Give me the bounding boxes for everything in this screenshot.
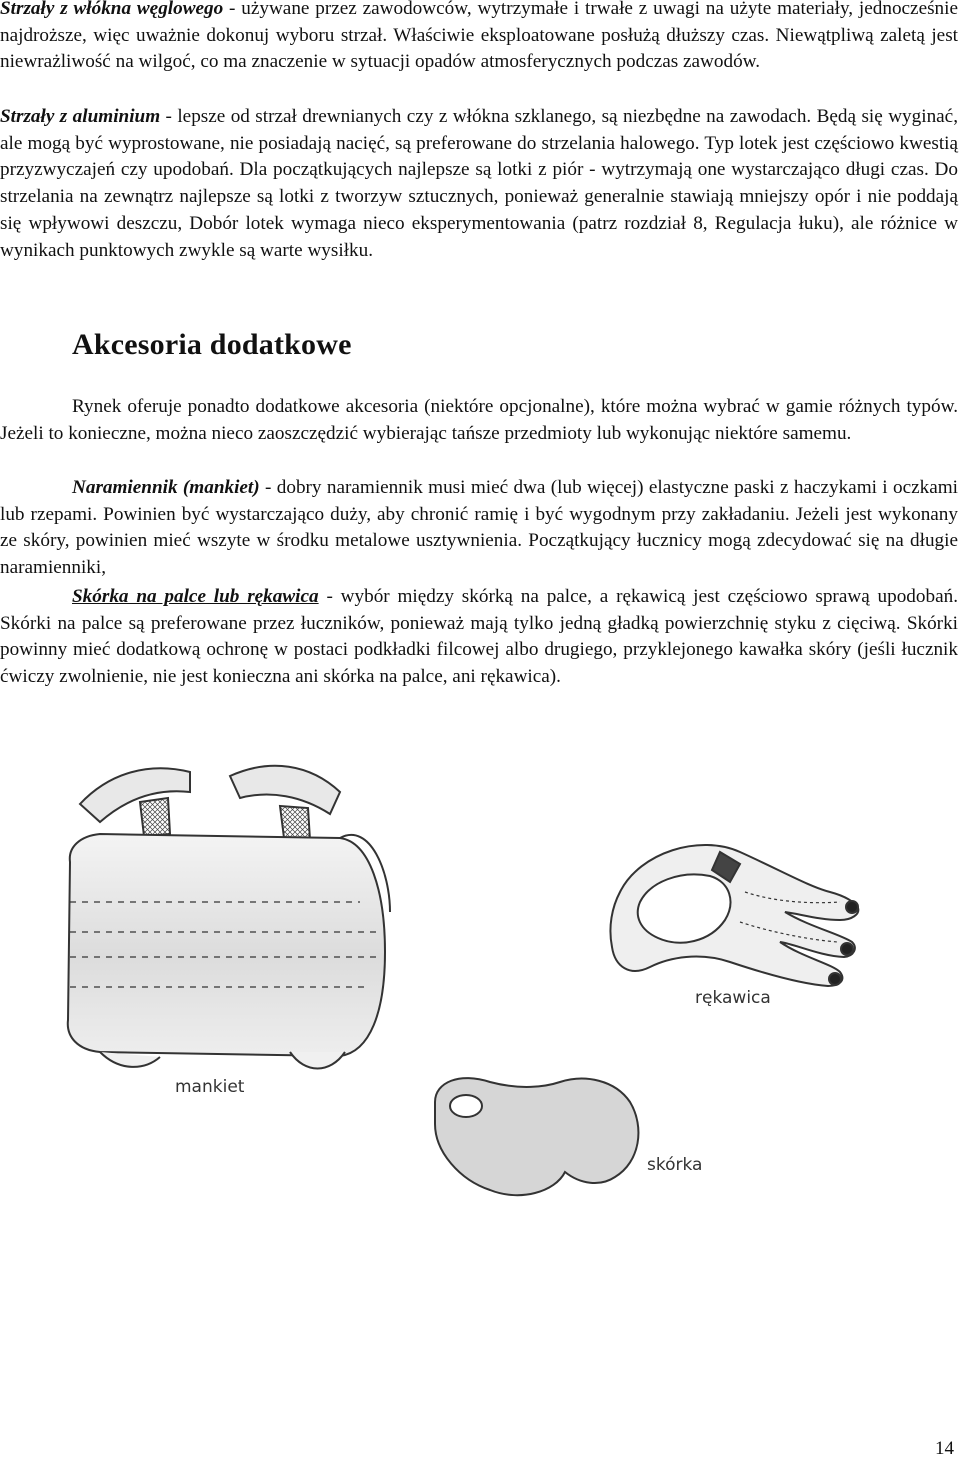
paragraph-carbon-arrows [0,0,958,76]
paragraph-aluminium-arrows [0,104,958,264]
section-heading: Akcesoria dodatkowe [72,328,352,361]
caption-skorka: skórka [647,1155,703,1175]
paragraph-armguard [0,475,958,582]
text-accessories-intro: Rynek oferuje ponadto dodatkowe akcesoria (niektóre opcjonalne), które można wybrać w gamie różnych typów. Jeżeli to konieczne, można nieco zaoszczędzić wybierając tańsze przedmioty lub wykonując niektóre samemu. [0,396,958,444]
text-carbon-arrows: - używane przez zawodowców, wytrzymałe i trwałe z uwagi na użyte materiały, jednocześnie najdroższe, więc uważnie dokonuj wyboru strzał. Właściwie eksploatowane posłużą dłuższy czas. Niewątpliwą zaletą jest niewrażliwość na wilgoć, co ma znaczenie w sytuacji opadów atmosferycznych podczas zawodów. [0,0,958,73]
term-carbon-arrows: Strzały z włókna węglowego [0,0,224,19]
text-armguard: - dobry naramiennik musi mieć dwa (lub więcej) elastyczne paski z haczykami i oczkami lub rzepami. Powinien być wystarczająco duży, aby chronić ramię i być wygodnym przy zakładaniu. Jeżeli jest wykonany ze skóry, powinien mieć wszyte w środku metalowe usztywnienia. Początkujący łucznicy mogą zdecydować się na długie naramienniki, [0,477,958,579]
caption-rekawica: rękawica [695,988,771,1008]
armguard-drawing [68,766,390,1069]
accessories-illustration [40,752,920,1252]
glove-drawing [610,845,858,986]
term-armguard: Naramiennik (mankiet) [72,477,260,498]
caption-mankiet: mankiet [175,1077,245,1097]
page-number: 14 [935,1438,954,1459]
text-finger-tab: - wybór między skórką na palce, a rękawicą jest częściowo sprawą upodobań. Skórki na palce są preferowane przez łuczników, ponieważ mają tylko jedną gładką powierzchnię styku z cięciwą. Skórki powinny mieć dodatkową ochronę w postaci podkładki filcowej albo drugiego, przyklejonego kawałka skóry (jeśli łucznik ćwiczy zwolnienie, nie jest konieczna ani skórka na palce, ani rękawica). [0,586,958,688]
term-aluminium-arrows: Strzały z aluminium [0,106,161,127]
paragraph-finger-tab [0,584,958,691]
term-finger-tab: Skórka na palce lub rękawica [72,586,319,607]
paragraph-accessories-intro [0,394,958,447]
text-aluminium-arrows: - lepsze od strzał drewnianych czy z włókna szklanego, są niezbędne na zawodach. Będą się wyginać, ale mogą być wyprostowane, nie posiadają nacięć, są preferowane do strzelania halowego. Typ lotek jest częściowo kwestią przyzwyczajeń czy upodobań. Dla początkujących najlepsze są lotki z piór - wytrzymają one wystarczająco długi czas. Do strzelania na zewnątrz najlepsze są lotki z tworzyw sztucznych, ponieważ generalnie stawiają mniejszy opór i nie poddają się wpływowi deszczu, Dobór lotek wymaga nieco eksperymentowania (patrz rozdział 8, Regulacja łuku), ale różnice w wynikach punktowych zwykle są warte wysiłku. [0,106,958,261]
finger-tab-drawing [435,1078,638,1195]
